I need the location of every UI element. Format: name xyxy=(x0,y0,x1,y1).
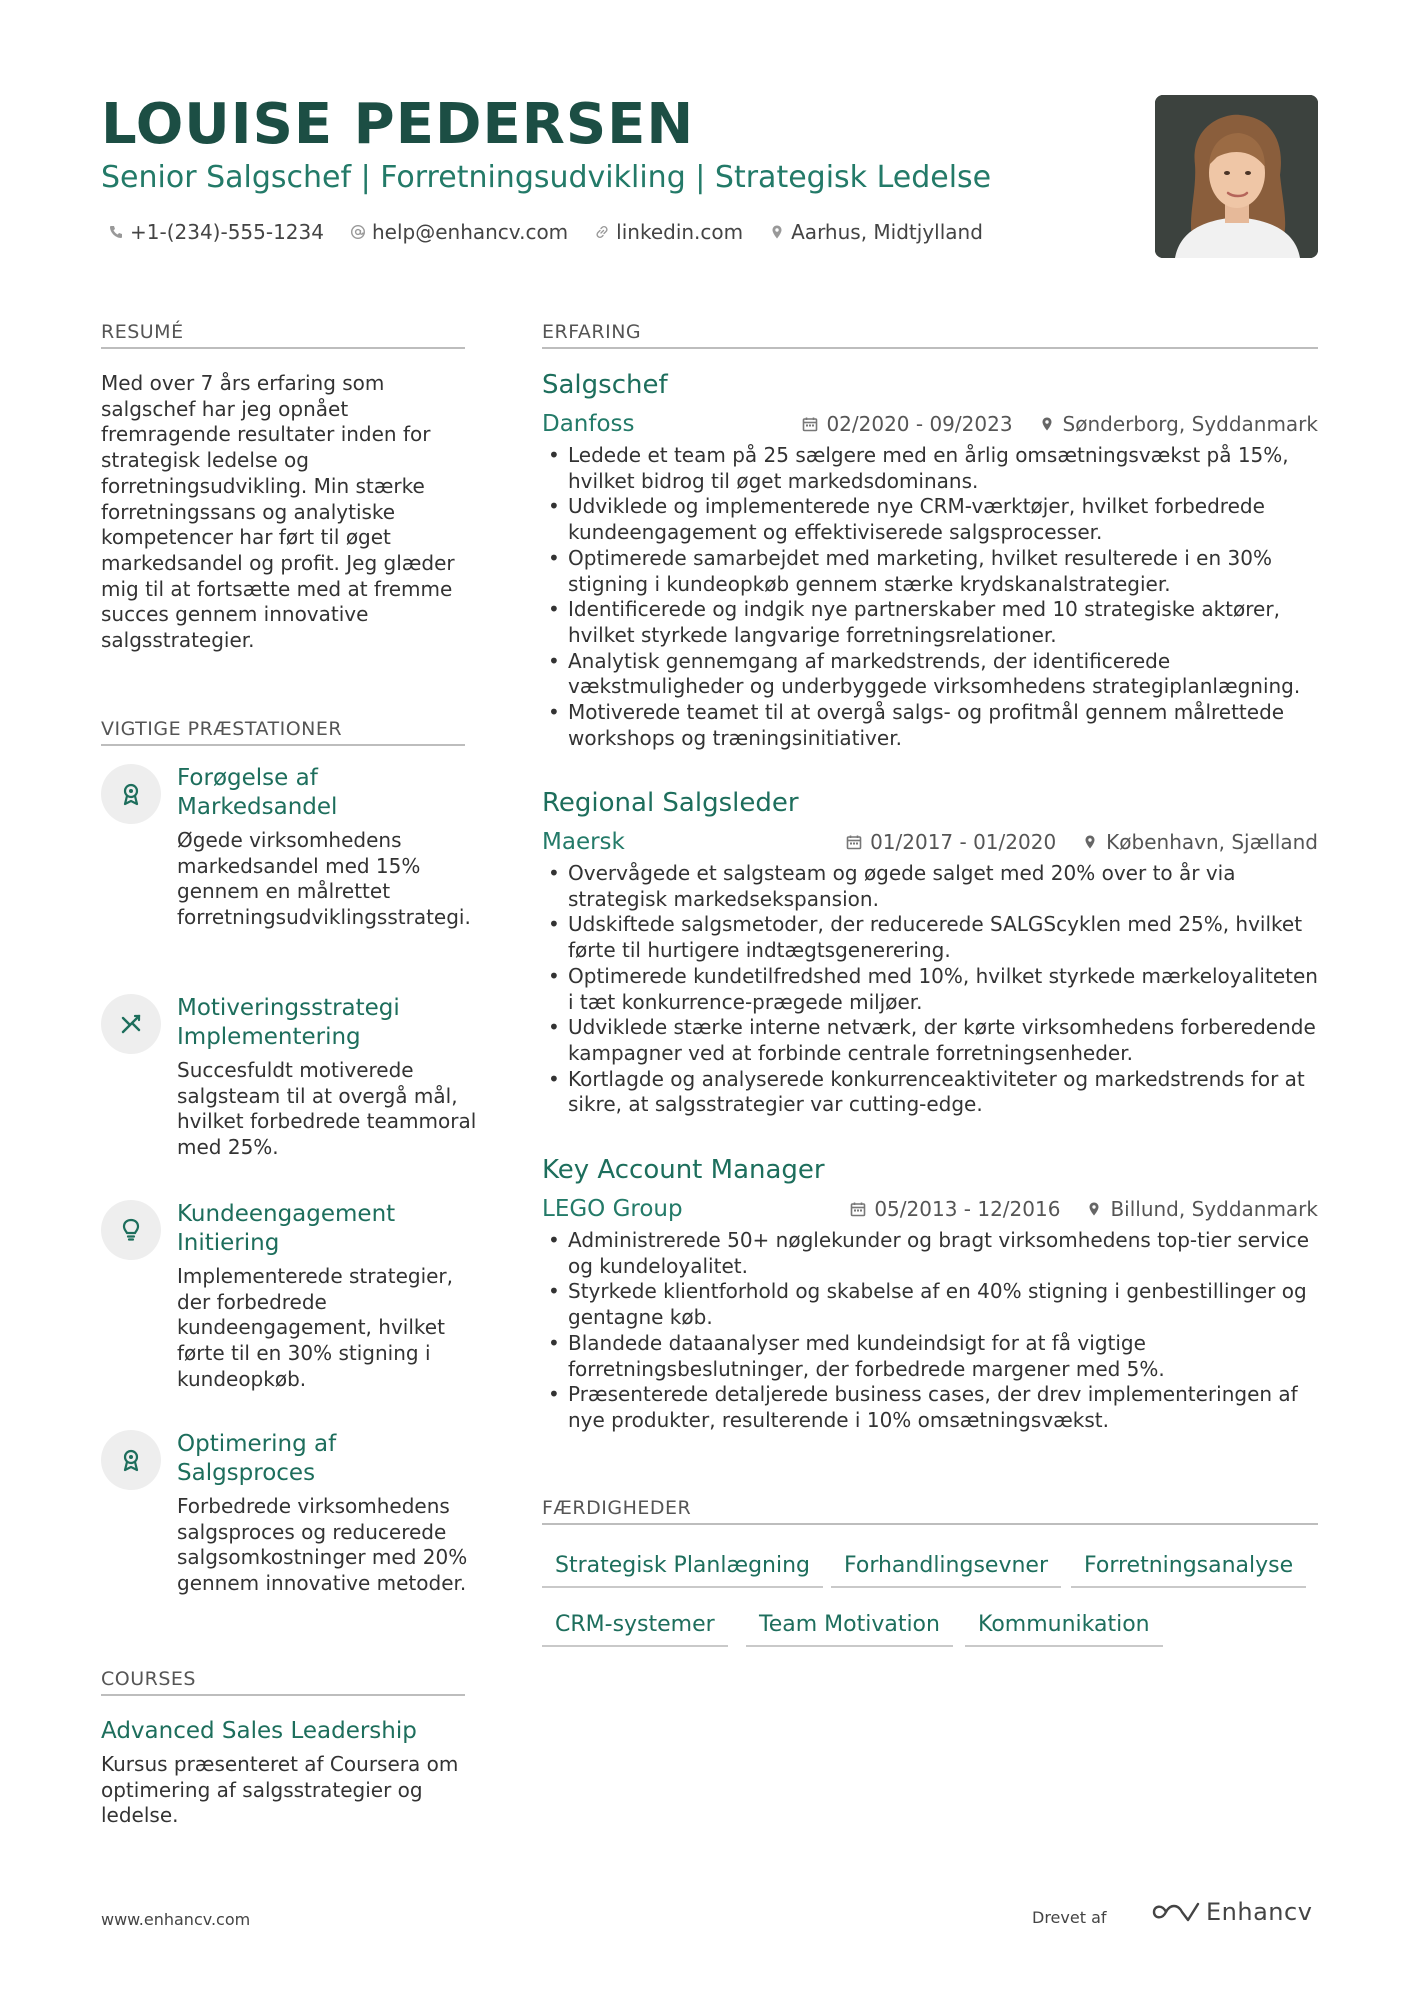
job-location xyxy=(1082,830,1318,854)
company-name: LEGO Group xyxy=(542,1196,683,1222)
skills-heading: FÆRDIGHEDER xyxy=(542,1497,1318,1525)
job-title: Key Account Manager xyxy=(542,1155,825,1185)
achievement-title: Forøgelse af Markedsandel xyxy=(177,765,338,820)
bullet-item: • Blandede dataanalyser med kundeindsigt for at få vigtige forretningsbeslutninger, der forbedrede margener med 5%. xyxy=(546,1331,1318,1382)
phone-icon xyxy=(108,224,124,240)
portrait-illustration xyxy=(1155,95,1318,258)
bullet-item: • Styrkede klientforhold og skabelse af en 40% stigning i genbestillinger og gentagne køb. xyxy=(546,1279,1318,1330)
achievement-title: Optimering af Salgsproces xyxy=(177,1431,337,1486)
job-location-text: Billund, Syddanmark xyxy=(1110,1197,1318,1221)
award-ribbon-icon xyxy=(120,1448,142,1472)
bullet-item: • Identificerede og indgik nye partnerskaber med 10 strategiske aktører, hvilket styrkede langvarige forretningsrelationer. xyxy=(546,597,1318,648)
job-meta xyxy=(850,1197,1318,1221)
enhancv-logo[interactable] xyxy=(1152,1898,1312,1926)
skill-tag: CRM-systemer xyxy=(542,1612,728,1647)
job-location-text: København, Sjælland xyxy=(1106,830,1318,854)
job-bullets xyxy=(546,1228,1318,1434)
bullet-item: • Ledede et team på 25 sælgere med en årlig omsætningsvækst på 15%, hvilket bidrog til øget markedsdominans. xyxy=(546,443,1318,494)
location-text: Aarhus, Midtjylland xyxy=(791,220,983,244)
bullet-item: • Motiverede teamet til at overgå salgs- og profitmål gennem målrettede workshops og træningsinitiativer. xyxy=(546,700,1318,751)
footer-website[interactable]: www.enhancv.com xyxy=(101,1910,251,1929)
achievement-title: Kundeengagement Initiering xyxy=(177,1201,396,1256)
job-dates: 02/2020 - 09/2023 xyxy=(826,412,1013,436)
job-title: Regional Salgsleder xyxy=(542,788,799,818)
contact-email[interactable] xyxy=(350,220,568,244)
job-title: Salgschef xyxy=(542,370,668,400)
bullet-item: • Overvågede et salgsteam og øgede salget med 20% over to år via strategisk markedsekspansion. xyxy=(546,861,1318,912)
pen-ruler-icon xyxy=(120,1013,142,1035)
skill-tag: Forretningsanalyse xyxy=(1071,1553,1306,1588)
achievement-title: Motiveringsstrategi Implementering xyxy=(177,995,400,1050)
job-dates: 01/2017 - 01/2020 xyxy=(870,830,1057,854)
calendar-icon xyxy=(850,1201,866,1217)
candidate-headline: Senior Salgschef | Forretningsudvikling | Strategisk Ledelse xyxy=(101,160,992,195)
bullet-item: • Optimerede samarbejdet med marketing, hvilket resulterede i en 30% stigning i kundeopkøb gennem stærke krydskanalstrategier. xyxy=(546,546,1318,597)
enhancv-logo-icon xyxy=(1152,1900,1200,1924)
calendar-icon xyxy=(802,416,818,432)
achievement-description: Øgede virksomhedens markedsandel med 15% gennem en målrettet forretningsudviklingsstrategi. xyxy=(177,828,471,930)
bullet-item: • Optimerede kundetilfredshed med 10%, hvilket styrkede mærkeloyaliteten i tæt konkurrence-prægede miljøer. xyxy=(546,964,1318,1015)
map-pin-icon xyxy=(1082,834,1098,850)
map-pin-icon xyxy=(769,224,785,240)
contact-location xyxy=(769,220,983,244)
job-location xyxy=(1039,412,1318,436)
skill-tag: Kommunikation xyxy=(965,1612,1163,1647)
job-meta xyxy=(846,830,1318,854)
achievement-icon-badge xyxy=(101,764,161,824)
summary-heading: RESUMÉ xyxy=(101,321,465,349)
job-bullets xyxy=(546,861,1318,1118)
job-dates: 05/2013 - 12/2016 xyxy=(874,1197,1061,1221)
achievement-description: Forbedrede virksomhedens salgsproces og reducerede salgsomkostninger med 20% gennem innovative metoder. xyxy=(177,1494,468,1596)
bullet-item: • Præsenterede detaljerede business cases, der drev implementeringen af nye produkter, resulterende i 10% omsætningsvækst. xyxy=(546,1382,1318,1433)
lightbulb-icon xyxy=(122,1218,140,1242)
bullet-item: • Udskiftede salgsmetoder, der reducerede SALGScyklen med 25%, hvilket førte til hurtigere indtægtsgenerering. xyxy=(546,912,1318,963)
map-pin-icon xyxy=(1039,416,1055,432)
profile-photo xyxy=(1155,95,1318,258)
skill-tag: Team Motivation xyxy=(746,1612,953,1647)
email-address: help@enhancv.com xyxy=(371,220,569,244)
bullet-item: • Udviklede og implementerede nye CRM-værktøjer, hvilket forbedrede kundeengagement og effektiviserede salgsprocesser. xyxy=(546,494,1318,545)
job-location xyxy=(1086,1197,1318,1221)
contact-phone[interactable] xyxy=(108,220,324,244)
award-ribbon-icon xyxy=(120,782,142,806)
bullet-item: • Udviklede stærke interne netværk, der kørte virksomhedens forberedende kampagner ved at forbinde centrale forretningsenheder. xyxy=(546,1015,1318,1066)
contact-linkedin[interactable] xyxy=(594,220,743,244)
company-name: Danfoss xyxy=(542,411,635,437)
company-name: Maersk xyxy=(542,829,625,855)
contact-bar xyxy=(108,220,1009,244)
achievement-description: Implementerede strategier, der forbedrede kundeengagement, hvilket førte til en 30% stigning i kundeopkøb. xyxy=(177,1264,454,1391)
map-pin-icon xyxy=(1086,1201,1102,1217)
bullet-item: • Administrerede 50+ nøglekunder og bragt virksomhedens top-tier service og kundeloyalitet. xyxy=(546,1228,1318,1279)
linkedin-link: linkedin.com xyxy=(616,220,744,244)
job-bullets xyxy=(546,443,1318,751)
achievement-description: Succesfuldt motiverede salgsteam til at overgå mål, hvilket forbedrede teammoral med 25%. xyxy=(177,1058,477,1160)
calendar-icon xyxy=(846,834,862,850)
link-icon xyxy=(594,224,610,240)
enhancv-logo-text: Enhancv xyxy=(1206,1898,1313,1926)
bullet-item: • Analytisk gennemgang af markedstrends, der identificerede vækstmuligheder og underbyggede virksomhedens strategiplanlægning. xyxy=(546,649,1318,700)
achievement-icon-badge xyxy=(101,994,161,1054)
course-description: Kursus præsenteret af Coursera om optimering af salgsstrategier og ledelse. xyxy=(101,1752,459,1828)
courses-heading: COURSES xyxy=(101,1668,465,1696)
skill-tag: Strategisk Planlægning xyxy=(542,1553,823,1588)
achievements-heading: VIGTIGE PRÆSTATIONER xyxy=(101,718,465,746)
course-title: Advanced Sales Leadership xyxy=(101,1718,417,1744)
experience-heading: ERFARING xyxy=(542,321,1318,349)
achievement-icon-badge xyxy=(101,1200,161,1260)
summary-text: Med over 7 års erfaring som salgschef har jeg opnået fremragende resultater inden for strategisk ledelse og forretningsudvikling. Min stærke forretningssans og analytiske kompetencer har ført til øget markedsandel og profit. Jeg glæder mig til at fortsætte med at fremme succes gennem innovative salgsstrategier. xyxy=(101,371,455,653)
skill-tag: Forhandlingsevner xyxy=(831,1553,1061,1588)
bullet-item: • Kortlagde og analyserede konkurrenceaktiviteter og markedstrends for at sikre, at salgsstrategier var cutting-edge. xyxy=(546,1067,1318,1118)
phone-number: +1-(234)-555-1234 xyxy=(130,220,324,244)
candidate-name: LOUISE PEDERSEN xyxy=(101,92,695,157)
footer-powered-by: Drevet af xyxy=(1032,1908,1107,1927)
at-icon xyxy=(350,224,366,240)
achievement-icon-badge xyxy=(101,1430,161,1490)
job-location-text: Sønderborg, Syddanmark xyxy=(1062,412,1318,436)
job-meta xyxy=(802,412,1318,436)
